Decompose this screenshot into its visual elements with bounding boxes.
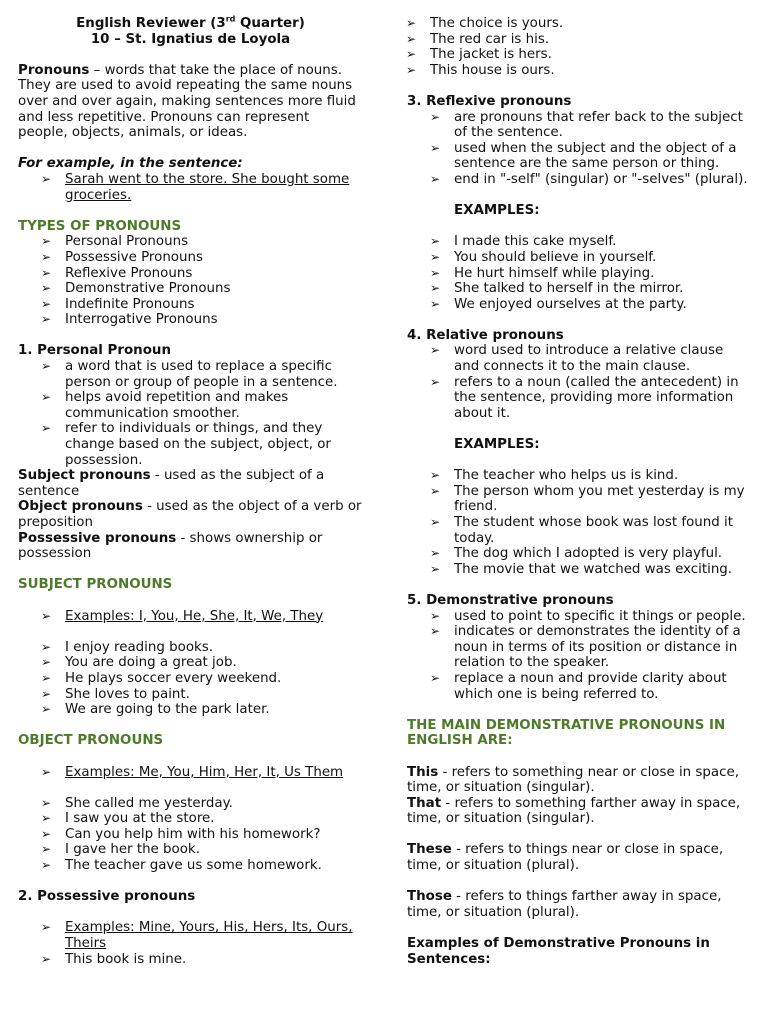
list-item: ➢ Personal Pronouns (18, 234, 363, 250)
possessive-examples (18, 920, 363, 967)
intro-example-list (18, 172, 363, 203)
list-item: ➢ The jacket is hers. (383, 47, 752, 63)
title-line1: English Reviewer (3 (76, 16, 226, 31)
demonstrative-heading: 5. Demonstrative pronouns (407, 592, 614, 608)
list-item: ➢ You should believe in yourself. (407, 250, 752, 266)
list-item: ➢ The student whose book was lost found it today. (407, 515, 752, 546)
list-item: ➢ helps avoid repetition and makes communication smoother. (18, 390, 363, 421)
subject-examples (18, 609, 363, 625)
list-item: ➢ You are doing a great job. (18, 655, 363, 671)
list-item: ➢ Examples: Mine, Yours, His, Hers, Its, Ours, Theirs (18, 920, 363, 951)
definition-item: Possessive pronouns - shows ownership or possession (18, 530, 323, 562)
personal-points (18, 359, 363, 468)
list-item: ➢ Sarah went to the store. She bought some groceries. (18, 172, 363, 203)
list-item: ➢ Reflexive Pronouns (18, 266, 363, 282)
object-sentences (18, 796, 363, 874)
list-item: ➢ She called me yesterday. (18, 796, 363, 812)
subject-sentences (18, 640, 363, 718)
list-item: ➢ word used to introduce a relative clause and connects it to the main clause. (407, 343, 752, 374)
definition-item: This - refers to something near or close in space, time, or situation (singular). (407, 764, 739, 796)
list-item: ➢ The teacher gave us some homework. (18, 858, 363, 874)
definition-item: These - refers to things near or close in space, time, or situation (plural). (407, 842, 724, 874)
possessive-sentences (383, 16, 752, 78)
list-item: ➢ The choice is yours. (383, 16, 752, 32)
list-item: ➢ We enjoyed ourselves at the party. (407, 297, 752, 313)
demonstrative-examples-heading: Examples of Demonstrative Pronouns in Sentences: (407, 936, 710, 967)
list-item: ➢ Interrogative Pronouns (18, 312, 363, 328)
list-item: ➢ used when the subject and the object of a sentence are the same person or thing. (407, 141, 752, 172)
personal-heading: 1. Personal Pronoun (18, 343, 171, 359)
list-item: ➢ The teacher who helps us is kind. (407, 468, 752, 484)
definition-item: That - refers to something farther away in space, time, or situation (singular). (407, 795, 741, 827)
list-item: ➢ Examples: I, You, He, She, It, We, They (18, 609, 363, 625)
list-item: ➢ The person whom you met yesterday is my friend. (407, 484, 752, 515)
relative-examples-heading: EXAMPLES: (454, 437, 540, 453)
left-column (18, 16, 363, 967)
list-item: ➢ I gave her the book. (18, 842, 363, 858)
list-item: ➢ This book is mine. (18, 952, 363, 968)
example-heading: For example, in the sentence: (18, 156, 243, 172)
intro-definition: – words that take the place of nouns. They are used to avoid repeating the same nouns over and over again, making sentences more fluid and less repetitive. Pronouns can represent people, objects, animals, or ideas. (18, 62, 356, 141)
list-item: ➢ I made this cake myself. (407, 234, 752, 250)
list-item: ➢ Indefinite Pronouns (18, 297, 363, 313)
title-superscript: rd (225, 14, 236, 24)
reflexive-examples-heading: EXAMPLES: (454, 203, 540, 219)
main-demonstratives-heading: THE MAIN DEMONSTRATIVE PRONOUNS IN ENGLISH ARE: (407, 717, 726, 749)
list-item: ➢ are pronouns that refer back to the subject of the sentence. (407, 110, 752, 141)
object-examples (18, 765, 363, 781)
document-title (18, 16, 363, 32)
list-item: ➢ refer to individuals or things, and they change based on the subject, object, or possession. (18, 421, 363, 468)
possessive-heading: 2. Possessive pronouns (18, 889, 196, 905)
definition-item: Object pronouns - used as the object of a verb or preposition (18, 499, 362, 530)
definition-item: Subject pronouns - used as the subject of a sentence (18, 468, 325, 499)
list-item: ➢ She talked to herself in the mirror. (407, 281, 752, 297)
list-item: ➢ Possessive Pronouns (18, 250, 363, 266)
document-subtitle: 10 – St. Ignatius de Loyola (90, 31, 291, 47)
intro-term: Pronouns (18, 62, 90, 78)
list-item: ➢ The red car is his. (383, 32, 752, 48)
types-list (18, 234, 363, 328)
list-item: ➢ Demonstrative Pronouns (18, 281, 363, 297)
demonstrative-points (407, 609, 752, 703)
relative-sentences (407, 468, 752, 577)
list-item: ➢ The dog which I adopted is very playful. (407, 546, 752, 562)
list-item: ➢ This house is ours. (383, 63, 752, 79)
intro-paragraph (18, 63, 363, 141)
title-line1-suffix: Quarter) (235, 16, 305, 31)
list-item: ➢ The movie that we watched was exciting. (407, 562, 752, 578)
list-item: ➢ He plays soccer every weekend. (18, 671, 363, 687)
list-item: ➢ indicates or demonstrates the identity of a noun in terms of its position or distance in relation to the speaker. (407, 624, 752, 671)
list-item: ➢ I saw you at the store. (18, 811, 363, 827)
list-item: ➢ Can you help him with his homework? (18, 827, 363, 843)
list-item: ➢ Examples: Me, You, Him, Her, It, Us Them (18, 765, 363, 781)
relative-points (407, 343, 752, 421)
list-item: ➢ used to point to specific it things or people. (407, 609, 752, 625)
types-heading: TYPES OF PRONOUNS (18, 218, 182, 234)
reflexive-points (407, 110, 752, 188)
relative-heading: 4. Relative pronouns (407, 327, 564, 343)
list-item: ➢ a word that is used to replace a specific person or group of people in a sentence. (18, 359, 363, 390)
list-item: ➢ He hurt himself while playing. (407, 266, 752, 282)
list-item: ➢ refers to a noun (called the antecedent) in the sentence, providing more information about it. (407, 375, 752, 422)
reflexive-heading: 3. Reflexive pronouns (407, 93, 572, 109)
reflexive-sentences (407, 234, 752, 312)
subject-heading: SUBJECT PRONOUNS (18, 577, 173, 593)
list-item: ➢ I enjoy reading books. (18, 640, 363, 656)
list-item: ➢ We are going to the park later. (18, 702, 363, 718)
list-item: ➢ end in "-self" (singular) or "-selves" (plural). (407, 172, 752, 188)
definition-item: Those - refers to things farther away in space, time, or situation (plural). (407, 889, 722, 920)
list-item: ➢ She loves to paint. (18, 687, 363, 703)
right-column (407, 16, 752, 967)
object-heading: OBJECT PRONOUNS (18, 733, 164, 749)
list-item: ➢ replace a noun and provide clarity about which one is being referred to. (407, 671, 752, 702)
